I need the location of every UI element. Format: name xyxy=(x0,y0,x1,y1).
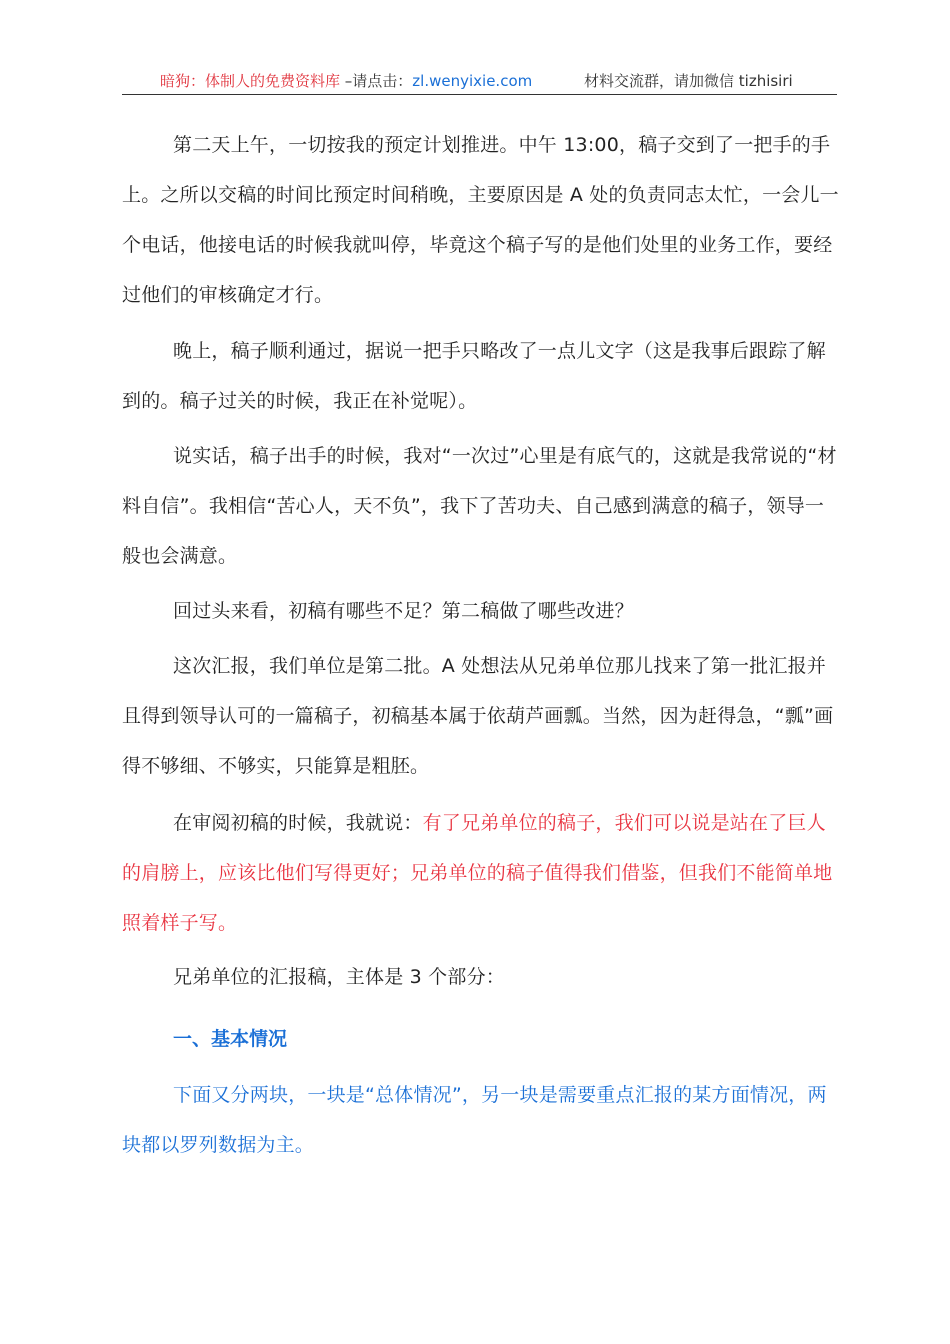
paragraph-3: 说实话，稿子出手的时候，我对“一次过”心里是有底气的，这就是我常说的“材料自信”。我相信“苦心人，天不负”，我下了苦功夫、自己感到满意的稿子，领导一般也会满意。 xyxy=(122,445,837,567)
paragraph-6 xyxy=(122,798,840,948)
header-wechat-note: 材料交流群，请加微信 tizhisiri xyxy=(584,72,793,90)
header-site-name: 暗狗：体制人的免费资料库 xyxy=(160,72,341,90)
header-link[interactable]: zl.wenyixie.com xyxy=(412,72,533,90)
paragraph-2: 晚上，稿子顺利通过，据说一把手只略改了一点儿文字（这是我事后跟踪了解到的。稿子过关的时候，我正在补觉呢）。 xyxy=(122,340,826,412)
paragraph-5: 这次汇报，我们单位是第二批。A 处想法从兄弟单位那儿找来了第一批汇报并且得到领导认可的一篇稿子，初稿基本属于依葫芦画瓢。当然，因为赶得急，“瓢”画得不够细、不够实，只能算是粗胚。 xyxy=(122,655,834,777)
page-header xyxy=(122,70,837,95)
paragraph-7: 兄弟单位的汇报稿，主体是 3 个部分： xyxy=(173,966,505,988)
paragraph-1: 第二天上午，一切按我的预定计划推进。中午 13:00，稿子交到了一把手的手上。之所以交稿的时间比预定时间稍晚，主要原因是 A 处的负责同志太忙，一会儿一个电话，他接电话的时候我就叫停，毕竟这个稿子写的是他们处里的业务工作，要经过他们的审核确定才行。 xyxy=(122,134,839,306)
header-click-prompt: –请点击： xyxy=(340,72,413,90)
header-left xyxy=(160,70,532,92)
section-heading-basic-situation: 一、基本情况 xyxy=(173,1028,288,1050)
paragraph-4: 回过头来看，初稿有哪些不足？第二稿做了哪些改进？ xyxy=(173,600,634,622)
paragraph-6-lead: 在审阅初稿的时候，我就说： xyxy=(173,812,423,834)
paragraph-8: 下面又分两块，一块是“总体情况”，另一块是需要重点汇报的某方面情况，两块都以罗列数据为主。 xyxy=(122,1084,827,1156)
paragraph-6-highlight: 有了兄弟单位的稿子，我们可以说是站在了巨人的肩膀上，应该比他们写得更好；兄弟单位的稿子值得我们借鉴，但我们不能简单地照着样子写。 xyxy=(122,812,833,934)
